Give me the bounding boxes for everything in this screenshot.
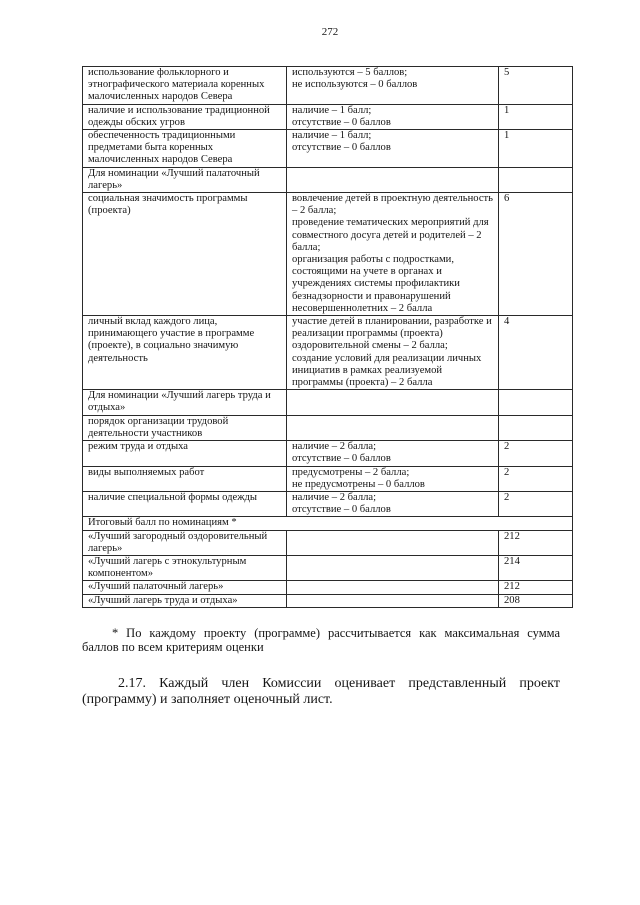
points-cell: 1 bbox=[499, 104, 573, 129]
points-cell bbox=[499, 415, 573, 440]
table-row bbox=[83, 67, 573, 105]
points-cell bbox=[499, 390, 573, 415]
total-points-cell: 212 bbox=[499, 581, 573, 594]
total-points-cell: 214 bbox=[499, 555, 573, 580]
scoring-cell bbox=[287, 193, 499, 316]
empty-cell bbox=[287, 581, 499, 594]
scoring-line: отсутствие – 0 баллов bbox=[292, 453, 391, 465]
criterion-cell: использование фольклорного и этнографического материала коренных малочисленных народов Севера bbox=[83, 67, 287, 105]
criterion-cell: виды выполняемых работ bbox=[83, 466, 287, 491]
page-number: 272 bbox=[321, 26, 339, 38]
total-row bbox=[83, 530, 573, 555]
empty-cell bbox=[287, 594, 499, 607]
footnote: * По каждому проекту (программе) рассчитывается как максимальная сумма баллов по всем критериям оценки bbox=[82, 626, 560, 654]
scoring-cell bbox=[287, 67, 499, 105]
scoring-cell bbox=[287, 441, 499, 466]
criterion-cell: наличие и использование традиционной одежды обских угров bbox=[83, 104, 287, 129]
total-row bbox=[83, 581, 573, 594]
scoring-cell bbox=[287, 167, 499, 192]
table-row bbox=[83, 415, 573, 440]
criterion-cell: социальная значимость программы (проекта) bbox=[83, 193, 287, 316]
points-cell: 4 bbox=[499, 316, 573, 390]
scoring-line: используются – 5 баллов; bbox=[292, 67, 408, 78]
scoring-line: наличие – 2 балла; bbox=[292, 491, 377, 503]
points-cell: 6 bbox=[499, 193, 573, 316]
total-header-row bbox=[83, 517, 573, 530]
total-points-cell: 208 bbox=[499, 594, 573, 607]
scoring-cell bbox=[287, 390, 499, 415]
table-row bbox=[83, 466, 573, 491]
scoring-line: наличие – 1 балл; bbox=[292, 130, 372, 142]
empty-cell bbox=[287, 555, 499, 580]
total-row bbox=[83, 555, 573, 580]
table-row bbox=[83, 491, 573, 516]
nomination-cell: «Лучший лагерь труда и отдыха» bbox=[83, 594, 287, 607]
points-cell: 2 bbox=[499, 491, 573, 516]
scoring-line: вовлечение детей в проектную деятельность – 2 балла; bbox=[292, 193, 493, 217]
table-row bbox=[83, 167, 573, 192]
table-row bbox=[83, 193, 573, 316]
points-cell: 2 bbox=[499, 441, 573, 466]
total-header-cell: Итоговый балл по номинациям * bbox=[83, 517, 573, 530]
scoring-line: не используются – 0 баллов bbox=[292, 79, 418, 91]
scoring-line: отсутствие – 0 баллов bbox=[292, 142, 391, 154]
table-row bbox=[83, 441, 573, 466]
criterion-cell: Для номинации «Лучший лагерь труда и отдыха» bbox=[83, 390, 287, 415]
scoring-line: проведение тематических мероприятий для совместного досуга детей и родителей – 2 балла; bbox=[292, 217, 489, 253]
scoring-line: отсутствие – 0 баллов bbox=[292, 116, 391, 128]
points-cell: 1 bbox=[499, 130, 573, 168]
scoring-line: отсутствие – 0 баллов bbox=[292, 504, 391, 516]
criterion-cell: личный вклад каждого лица, принимающего участие в программе (проекте), в социально значимую деятельность bbox=[83, 316, 287, 390]
criterion-cell: режим труда и отдыха bbox=[83, 441, 287, 466]
scoring-cell bbox=[287, 491, 499, 516]
table-row bbox=[83, 130, 573, 168]
scoring-line: наличие – 2 балла; bbox=[292, 441, 377, 453]
scoring-line: организация работы с подростками, состоящими на учете в органах и учреждениях системы профилактики безнадзорности и правонарушений несовершеннолетних – 2 балла bbox=[292, 254, 460, 314]
nomination-cell: «Лучший палаточный лагерь» bbox=[83, 581, 287, 594]
scoring-line: наличие – 1 балл; bbox=[292, 104, 372, 116]
total-points-cell: 212 bbox=[499, 530, 573, 555]
nomination-cell: «Лучший загородный оздоровительный лагерь» bbox=[83, 530, 287, 555]
nomination-cell: «Лучший лагерь с этнокультурным компонентом» bbox=[83, 555, 287, 580]
criteria-table bbox=[82, 66, 573, 608]
criterion-cell: обеспеченность традиционными предметами быта коренных малочисленных народов Севера bbox=[83, 130, 287, 168]
scoring-cell bbox=[287, 466, 499, 491]
scoring-line: создание условий для реализации личных инициатив в рамках реализуемой программы (проекта) – 2 балла bbox=[292, 352, 482, 389]
scoring-cell bbox=[287, 104, 499, 129]
points-cell: 5 bbox=[499, 67, 573, 105]
table-row bbox=[83, 316, 573, 390]
scoring-line: предусмотрены – 2 балла; bbox=[292, 466, 410, 478]
empty-cell bbox=[287, 530, 499, 555]
scoring-cell bbox=[287, 415, 499, 440]
paragraph-2-17: 2.17. Каждый член Комиссии оценивает представленный проект (программу) и заполняет оценочный лист. bbox=[82, 676, 560, 707]
points-cell: 2 bbox=[499, 466, 573, 491]
scoring-line: не предусмотрены – 0 баллов bbox=[292, 478, 425, 490]
criterion-cell: наличие специальной формы одежды bbox=[83, 491, 287, 516]
scoring-cell bbox=[287, 130, 499, 168]
criterion-cell: Для номинации «Лучший палаточный лагерь» bbox=[83, 167, 287, 192]
scoring-cell bbox=[287, 316, 499, 390]
criterion-cell: порядок организации трудовой деятельности участников bbox=[83, 415, 287, 440]
total-row bbox=[83, 594, 573, 607]
criteria-table-body bbox=[83, 67, 573, 608]
table-row bbox=[83, 104, 573, 129]
table-row bbox=[83, 390, 573, 415]
scoring-line: участие детей в планировании, разработке и реализации программы (проекта) оздоровительной смены – 2 балла; bbox=[292, 316, 492, 352]
points-cell bbox=[499, 167, 573, 192]
